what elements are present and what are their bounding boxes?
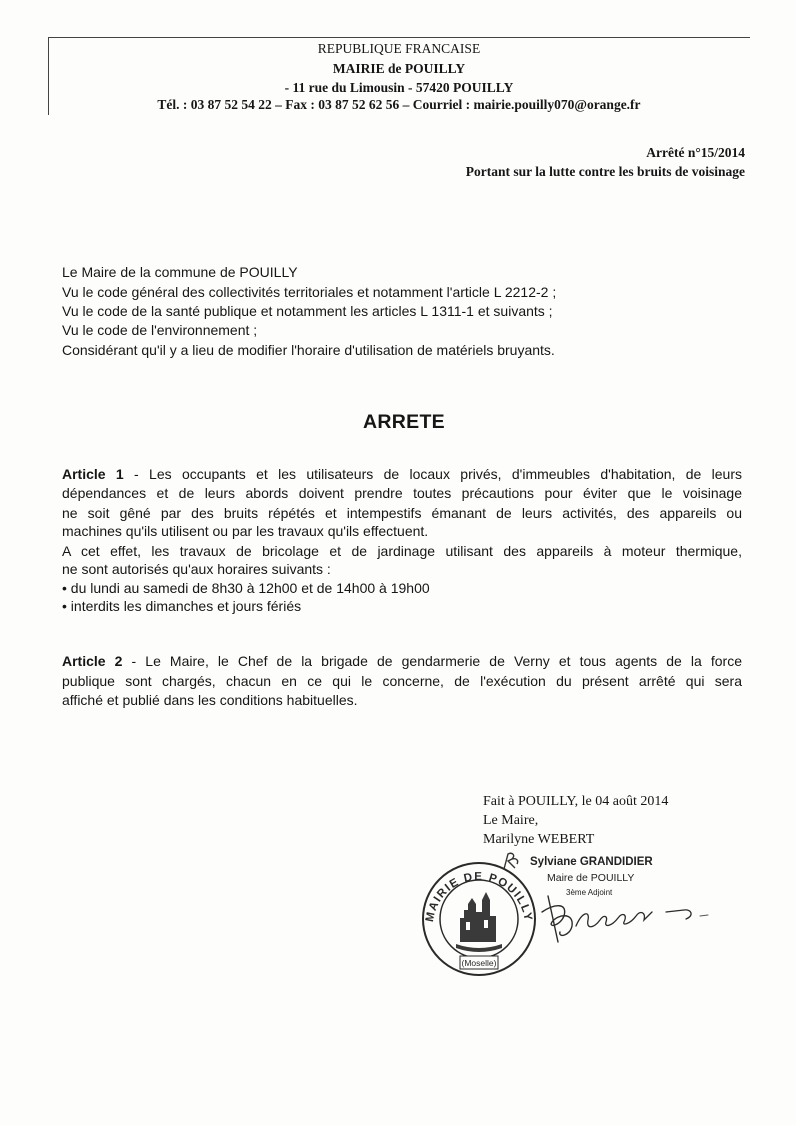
stamp-function: 3ème Adjoint xyxy=(566,888,613,897)
article-1-line: ne sont autorisés qu'aux horaires suivants : xyxy=(62,561,331,577)
signature-name: Marilyne WEBERT xyxy=(483,832,595,847)
article-1-line: dépendances et de leurs abords doivent prendre toutes précautions pour éviter que le voisinage xyxy=(62,485,742,501)
official-seal xyxy=(420,860,538,978)
schedule-weekdays: • du lundi au samedi de 8h30 à 12h00 et de 14h00 à 19h00 xyxy=(62,580,430,596)
article-2-text: - Le Maire, le Chef de la brigade de gendarmerie de Verny et tous agents de la force xyxy=(122,653,743,669)
article-2-label: Article 2 xyxy=(62,653,123,669)
article-2-line xyxy=(62,653,742,670)
article-1-label: Article 1 xyxy=(62,466,124,482)
article-2-line: affiché et publié dans les conditions habituelles. xyxy=(62,692,358,708)
letterhead-address: - 11 rue du Limousin - 57420 POUILLY xyxy=(284,80,514,95)
decree-number: Arrêté n°15/2014 xyxy=(646,145,745,160)
article-1-line: ne soit gêné par des bruits répétés et intempestifs émanant de leurs activités, des appareils ou xyxy=(62,505,742,521)
stamp-name: Sylviane GRANDIDIER xyxy=(530,856,653,868)
schedule-sundays: • interdits les dimanches et jours fériés xyxy=(62,598,302,614)
decree-subject: Portant sur la lutte contre les bruits de voisinage xyxy=(465,164,745,179)
preamble-line: Considérant qu'il y a lieu de modifier l'horaire d'utilisation de matériels bruyants. xyxy=(62,342,555,358)
seal-bottom-text: (Moselle) xyxy=(461,958,497,968)
article-1-text: - Les occupants et les utilisateurs de locaux privés, d'immeubles d'habitation, de leurs xyxy=(123,466,743,482)
stamp-title: Maire de POUILLY xyxy=(547,872,635,884)
preamble-line: Vu le code de l'environnement ; xyxy=(62,322,258,338)
decree-heading: ARRETE xyxy=(363,411,445,433)
seal-ring-text: MAIRIE DE POUILLY xyxy=(423,870,534,923)
letterhead-contact: Tél. : 03 87 52 54 22 – Fax : 03 87 52 62 56 – Courriel : mairie.pouilly070@orange.fr xyxy=(157,97,641,112)
article-2-line: publique sont chargés, chacun en ce qui le concerne, de l'exécution du présent arrêté qui sera xyxy=(62,673,742,689)
preamble-line: Vu le code de la santé publique et notamment les articles L 1311-1 et suivants ; xyxy=(62,303,553,319)
article-1-line: machines qu'ils utilisent ou par les travaux qu'ils effectuent. xyxy=(62,523,429,539)
seal-emblem-icon xyxy=(456,892,502,952)
article-1-line xyxy=(62,466,742,483)
letterhead-mairie: MAIRIE de POUILLY xyxy=(332,61,466,76)
handwritten-signature xyxy=(538,882,713,948)
article-1-line: A cet effet, les travaux de bricolage et de jardinage utilisant des appareils à moteur thermique, xyxy=(62,543,742,559)
signature-role: Le Maire, xyxy=(483,813,539,828)
signature-place-date: Fait à POUILLY, le 04 août 2014 xyxy=(483,794,669,809)
preamble-line: Le Maire de la commune de POUILLY xyxy=(62,264,298,280)
preamble-line: Vu le code général des collectivités territoriales et notamment l'article L 2212-2 ; xyxy=(62,284,557,300)
letterhead-republic: REPUBLIQUE FRANCAISE xyxy=(317,41,481,56)
